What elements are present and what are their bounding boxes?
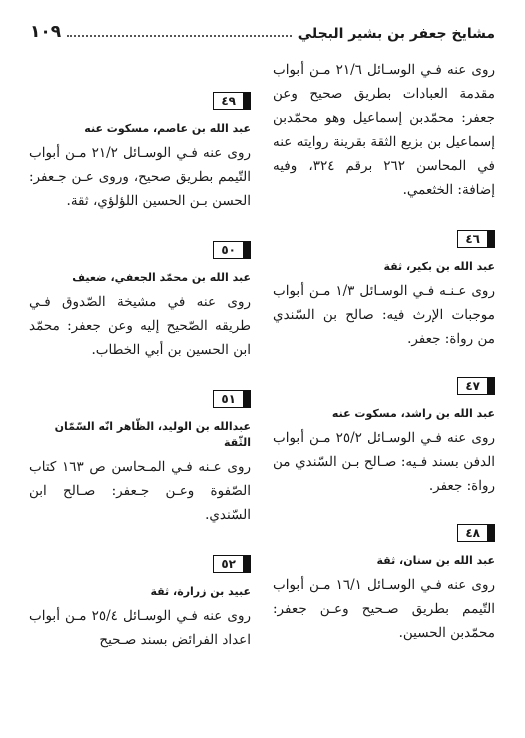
entry-number: ٤٦ [465, 232, 480, 246]
entry-number-badge [213, 555, 251, 573]
entry-heading: عبد الله بن محمّد الجعفي، ضعيف [72, 271, 251, 284]
entry-body: روى عـنـه فـي الوسـائل ١/٣ مـن أبواب موجبات الإرث فيه: صالح بن السّندي من رواة: جعفر. [273, 283, 495, 347]
header-dot-leader [67, 35, 292, 37]
entry-heading: عبيد بن زرارة، ثقة [150, 585, 251, 598]
entry-body: روى عنه فـي الوسـائل ٢٥/٢ مـن أبواب الدفن بسند فـيه: صـالح بـن السّندي من رواة: جعفر. [273, 430, 495, 494]
entry-heading: عبد الله بن عاصم، مسكوت عنه [84, 122, 251, 135]
entry-heading: عبدالله بن الوليد، الظّاهر انّه السّمّان الثّقة [54, 420, 251, 449]
badge-tab-mark [243, 242, 250, 258]
entry-number-badge [457, 230, 495, 248]
entry-number: ٥٠ [221, 243, 236, 257]
entry-heading: عبد الله بن سنان، ثقة [376, 554, 495, 567]
entry-body: روى عـنه فـي المـحاسن ص ١٦٣ كتاب الصّفوة وعـن جـعفر: صـالح ابن السّندي. [29, 459, 251, 523]
entry-number-badge [457, 377, 495, 395]
entry-52 [29, 555, 251, 652]
running-title: مشايخ جعفر بن بشير البجلي [297, 26, 495, 42]
entry-46 [273, 230, 495, 351]
left-column [29, 92, 251, 652]
entry-heading: عبد الله بن بكير، ثقة [383, 260, 495, 273]
entry-continued [273, 58, 495, 202]
entry-number-badge [457, 524, 495, 542]
entry-heading: عبد الله بن راشد، مسكوت عنه [331, 407, 495, 420]
badge-tab-mark [243, 93, 250, 109]
entry-body: روى عنه فـي الوسـائل ٢١/٦ مـن أبواب مقدمة العبادات بطريق صحيح وعن جعفر: محمّدبن إسماعيل وهو محمّدبن إسماعيل بن بزيع الثقة بقرينة روايته عنه في المحاسن ٢٦٢ برقم ٣٢٤، وفيه إضافة: الخثعمي. [273, 62, 495, 198]
entry-number: ٥١ [221, 392, 236, 406]
right-column [273, 58, 495, 645]
entry-number-badge [213, 92, 251, 110]
entry-body: روى عنه فـي الوسـائل ٢١/٢ مـن أبواب التّيمم بطريق صحيح، وروى عـن جـعفر: الحسن بـن الحسين اللؤلؤي، ثقة. [29, 145, 251, 209]
entry-50 [29, 241, 251, 362]
badge-tab-mark [243, 556, 250, 572]
entry-number: ٥٢ [221, 557, 236, 571]
running-header [30, 20, 495, 42]
entry-number-badge [213, 241, 251, 259]
badge-tab-mark [243, 391, 250, 407]
badge-tab-mark [487, 231, 494, 247]
entry-48 [273, 524, 495, 645]
entry-body: روى عنه في مشيخة الصّدوق فـي طريقه الصّحيح إليه وعن جعفر: محمّد ابن الحسين بن أبي الخطاب. [29, 294, 251, 358]
entry-47 [273, 377, 495, 498]
entry-body: روى عنه فـي الوسـائل ١٦/١ مـن أبواب التّيمم بطريق صـحيح وعـن جعفر: محمّدبن الحسين. [273, 577, 495, 641]
entry-51 [29, 390, 251, 527]
entry-number: ٤٩ [221, 94, 236, 108]
entry-number: ٤٧ [465, 379, 480, 393]
entry-49 [29, 92, 251, 213]
page-number: ١٠٩ [30, 22, 62, 42]
entry-number-badge [213, 390, 251, 408]
entry-number: ٤٨ [465, 526, 480, 540]
badge-tab-mark [487, 378, 494, 394]
badge-tab-mark [487, 525, 494, 541]
entry-body: روى عنه فـي الوسـائل ٢٥/٤ مـن أبواب اعداد الفرائض بسند صـحيح [29, 608, 251, 648]
